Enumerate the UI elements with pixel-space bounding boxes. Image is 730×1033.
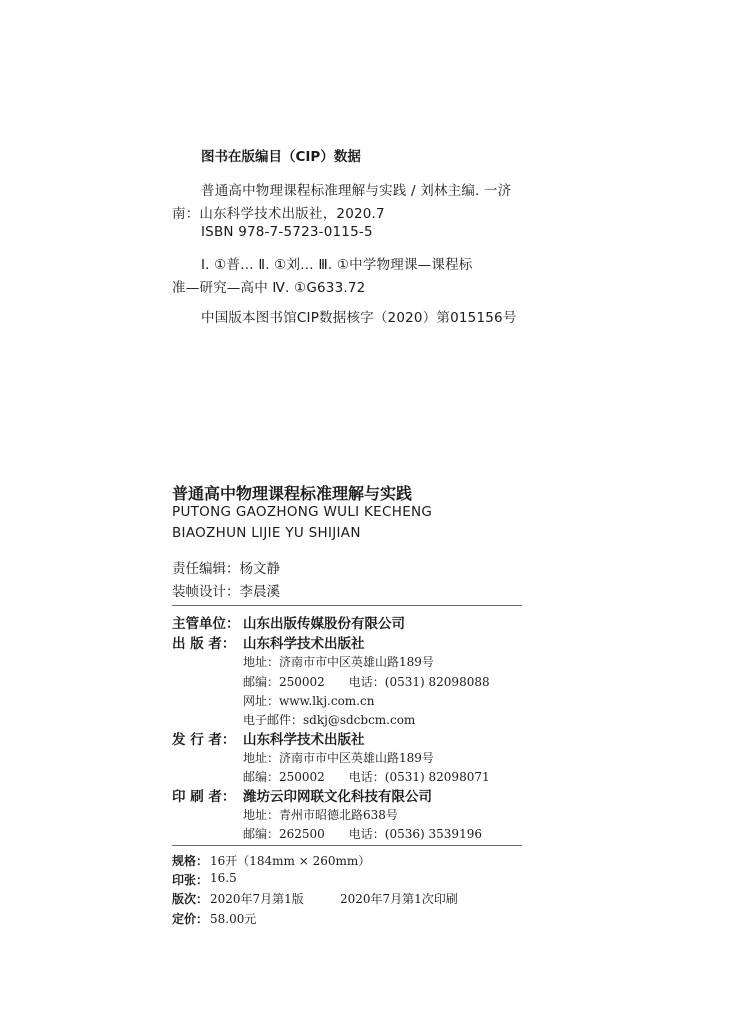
- printer-postcode-phone: 邮编：262500 电话：(0536) 3539196: [243, 827, 482, 841]
- edition-value: 2020年7月第1版: [210, 892, 304, 906]
- publisher-address: 地址：济南市市中区英雄山路189号: [243, 655, 434, 669]
- printer-address: 地址：青州市昭德北路638号: [243, 808, 398, 822]
- sheets-value: 16.5: [210, 871, 237, 885]
- sponsor-label: 主管单位：: [172, 616, 240, 632]
- distributor-value: 山东科学技术出版社: [243, 732, 365, 748]
- cip-classification-2: 准—研究—高中 Ⅳ. ①G633.72: [172, 280, 366, 296]
- sheets-label: 印张：: [172, 873, 209, 887]
- printing-value: 2020年7月第1次印刷: [340, 892, 458, 906]
- format-label: 规格：: [172, 854, 209, 868]
- price-value: 58.00元: [210, 912, 257, 926]
- responsible-editor: 责任编辑：杨文静: [172, 561, 280, 577]
- edition-label: 版次：: [172, 892, 209, 906]
- cip-classification-1: Ⅰ. ①普… Ⅱ. ①刘… Ⅲ. ①中学物理课—课程标: [201, 257, 473, 273]
- publisher-value: 山东科学技术出版社: [243, 636, 365, 652]
- distributor-address: 地址：济南市市中区英雄山路189号: [243, 751, 434, 765]
- book-pinyin-1: PUTONG GAOZHONG WULI KECHENG: [172, 504, 433, 520]
- price-label: 定价：: [172, 912, 209, 926]
- divider-bottom: [172, 845, 522, 846]
- cip-title: 图书在版编目（CIP）数据: [201, 149, 361, 165]
- cover-designer: 装帧设计：李晨溪: [172, 584, 280, 600]
- publisher-website: 网址：www.lkj.com.cn: [243, 694, 375, 708]
- publisher-label: 出 版 者：: [172, 636, 236, 652]
- divider-top: [172, 605, 522, 606]
- printer-value: 潍坊云印网联文化科技有限公司: [243, 789, 432, 805]
- format-value: 16开（184mm × 260mm）: [210, 854, 371, 868]
- cip-record-number: 中国版本图书馆CIP数据核字（2020）第015156号: [201, 310, 517, 326]
- distributor-postcode-phone: 邮编：250002 电话：(0531) 82098071: [243, 770, 490, 784]
- publisher-postcode-phone: 邮编：250002 电话：(0531) 82098088: [243, 675, 490, 689]
- publisher-email: 电子邮件：sdkj@sdcbcm.com: [243, 713, 416, 727]
- book-pinyin-2: BIAOZHUN LIJIE YU SHIJIAN: [172, 525, 361, 541]
- cip-isbn: ISBN 978-7-5723-0115-5: [201, 224, 373, 240]
- book-title: 普通高中物理课程标准理解与实践: [172, 484, 413, 503]
- distributor-label: 发 行 者：: [172, 732, 236, 748]
- cip-line-2: 南：山东科学技术出版社，2020.7: [172, 206, 385, 222]
- sponsor-value: 山东出版传媒股份有限公司: [243, 616, 405, 632]
- cip-line-1: 普通高中物理课程标准理解与实践 / 刘林主编. 一济: [201, 183, 512, 199]
- printer-label: 印 刷 者：: [172, 789, 236, 805]
